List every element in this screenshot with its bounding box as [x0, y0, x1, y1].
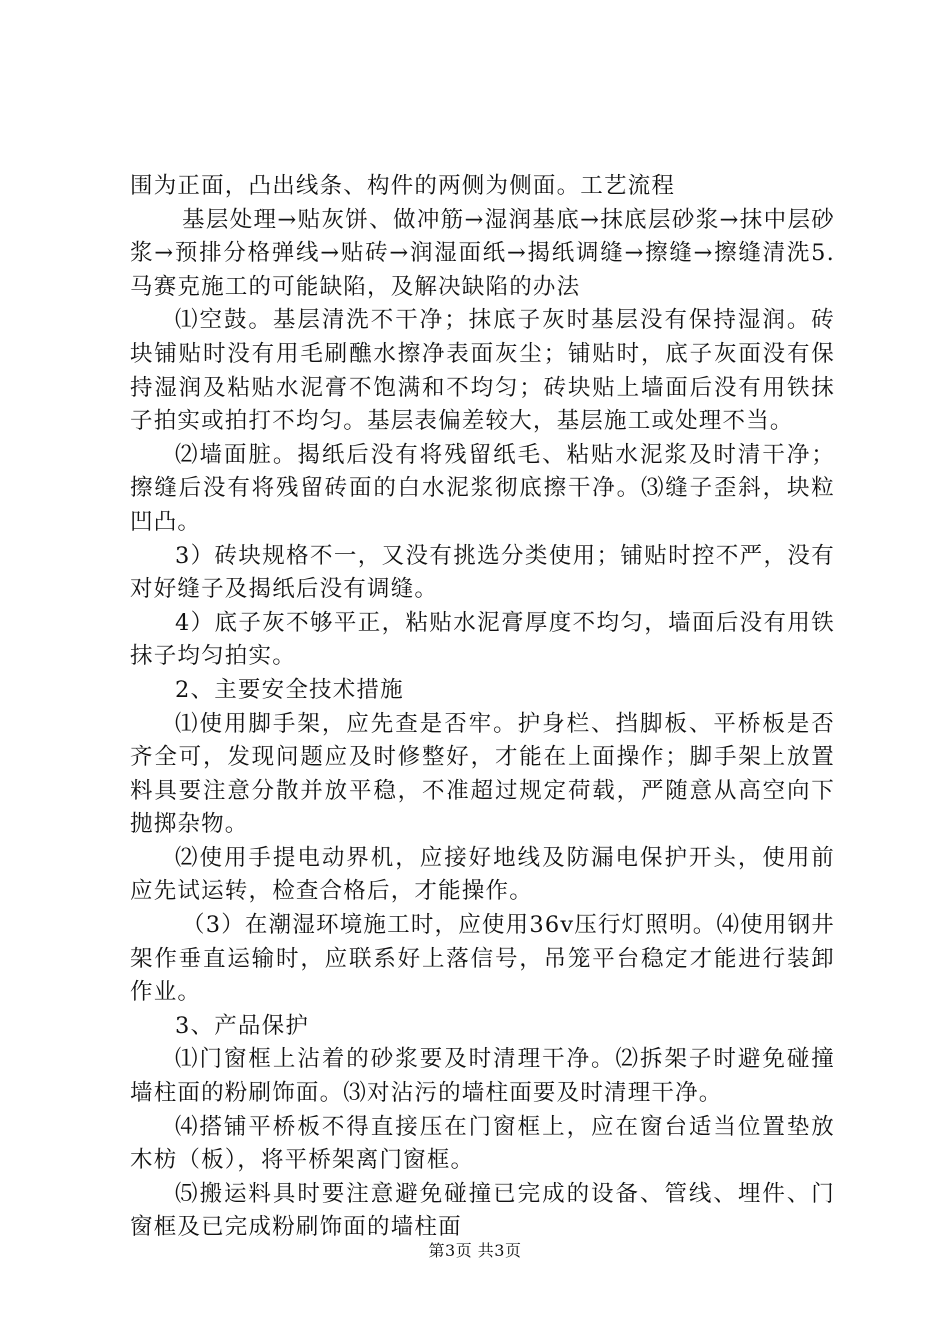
page-number-footer: 第3页 共3页	[428, 1241, 522, 1260]
paragraph-13: ⑷搭铺平桥板不得直接压在门窗框上，应在窗台适当位置垫放木枋（板），将平桥架离门窗框。	[130, 1113, 835, 1174]
paragraph-5: 3）砖块规格不一，又没有挑选分类使用；铺贴时控不严，没有对好缝子及揭纸后没有调缝。	[130, 542, 835, 603]
paragraph-6: 4）底子灰不够平正，粘贴水泥膏厚度不均匀，墙面后没有用铁抹子均匀拍实。	[130, 609, 835, 670]
paragraph-8: ⑴使用脚手架，应先查是否牢。护身栏、挡脚板、平桥板是否齐全可，发现问题应及时修整好，才能在上面操作；脚手架上放置料具要注意分散并放平稳，不准超过规定荷载，严随意从高空向下抛掷杂物。	[130, 710, 835, 838]
paragraph-9: ⑵使用手提电动界机，应接好地线及防漏电保护开头，使用前应先试运转，检查合格后，才能操作。	[130, 844, 835, 905]
section-heading-protection: 3、产品保护	[175, 1012, 310, 1039]
paragraph-12: ⑴门窗框上沾着的砂浆要及时清理干净。⑵拆架子时避免碰撞墙柱面的粉刷饰面。⑶对沾污的墙柱面要及时清理干净。	[130, 1046, 835, 1107]
paragraph-3: ⑴空鼓。基层清洗不干净；抹底子灰时基层没有保持湿润。砖块铺贴时没有用毛刷醮水擦净表面灰尘；铺贴时，底子灰面没有保持湿润及粘贴水泥膏不饱满和不均匀；砖块贴上墙面后没有用铁抹子拍实或拍打不均匀。基层表偏差较大，基层施工或处理不当。	[130, 307, 835, 435]
section-heading-safety: 2、主要安全技术措施	[175, 676, 404, 703]
paragraph-4: ⑵墙面脏。揭纸后没有将残留纸毛、粘贴水泥浆及时清干净；擦缝后没有将残留砖面的白水泥浆彻底擦干净。⑶缝子歪斜，块粒凹凸。	[130, 441, 835, 535]
paragraph-1: 围为正面，凸出线条、构件的两侧为侧面。工艺流程	[130, 173, 676, 199]
paragraph-2: 基层处理→贴灰饼、做冲筋→湿润基底→抹底层砂浆→抹中层砂浆→预排分格弹线→贴砖→润湿面纸→揭纸调缝→擦缝→擦缝清洗5.马赛克施工的可能缺陷，及解决缺陷的办法	[130, 206, 835, 300]
document-body	[130, 170, 835, 1245]
paragraph-14: ⑸搬运料具时要注意避免碰撞已完成的设备、管线、埋件、门窗框及已完成粉刷饰面的墙柱面	[130, 1180, 835, 1241]
paragraph-10: （3）在潮湿环境施工时，应使用36v压行灯照明。⑷使用钢井架作垂直运输时，应联系好上落信号，吊笼平台稳定才能进行装卸作业。	[130, 912, 835, 1006]
